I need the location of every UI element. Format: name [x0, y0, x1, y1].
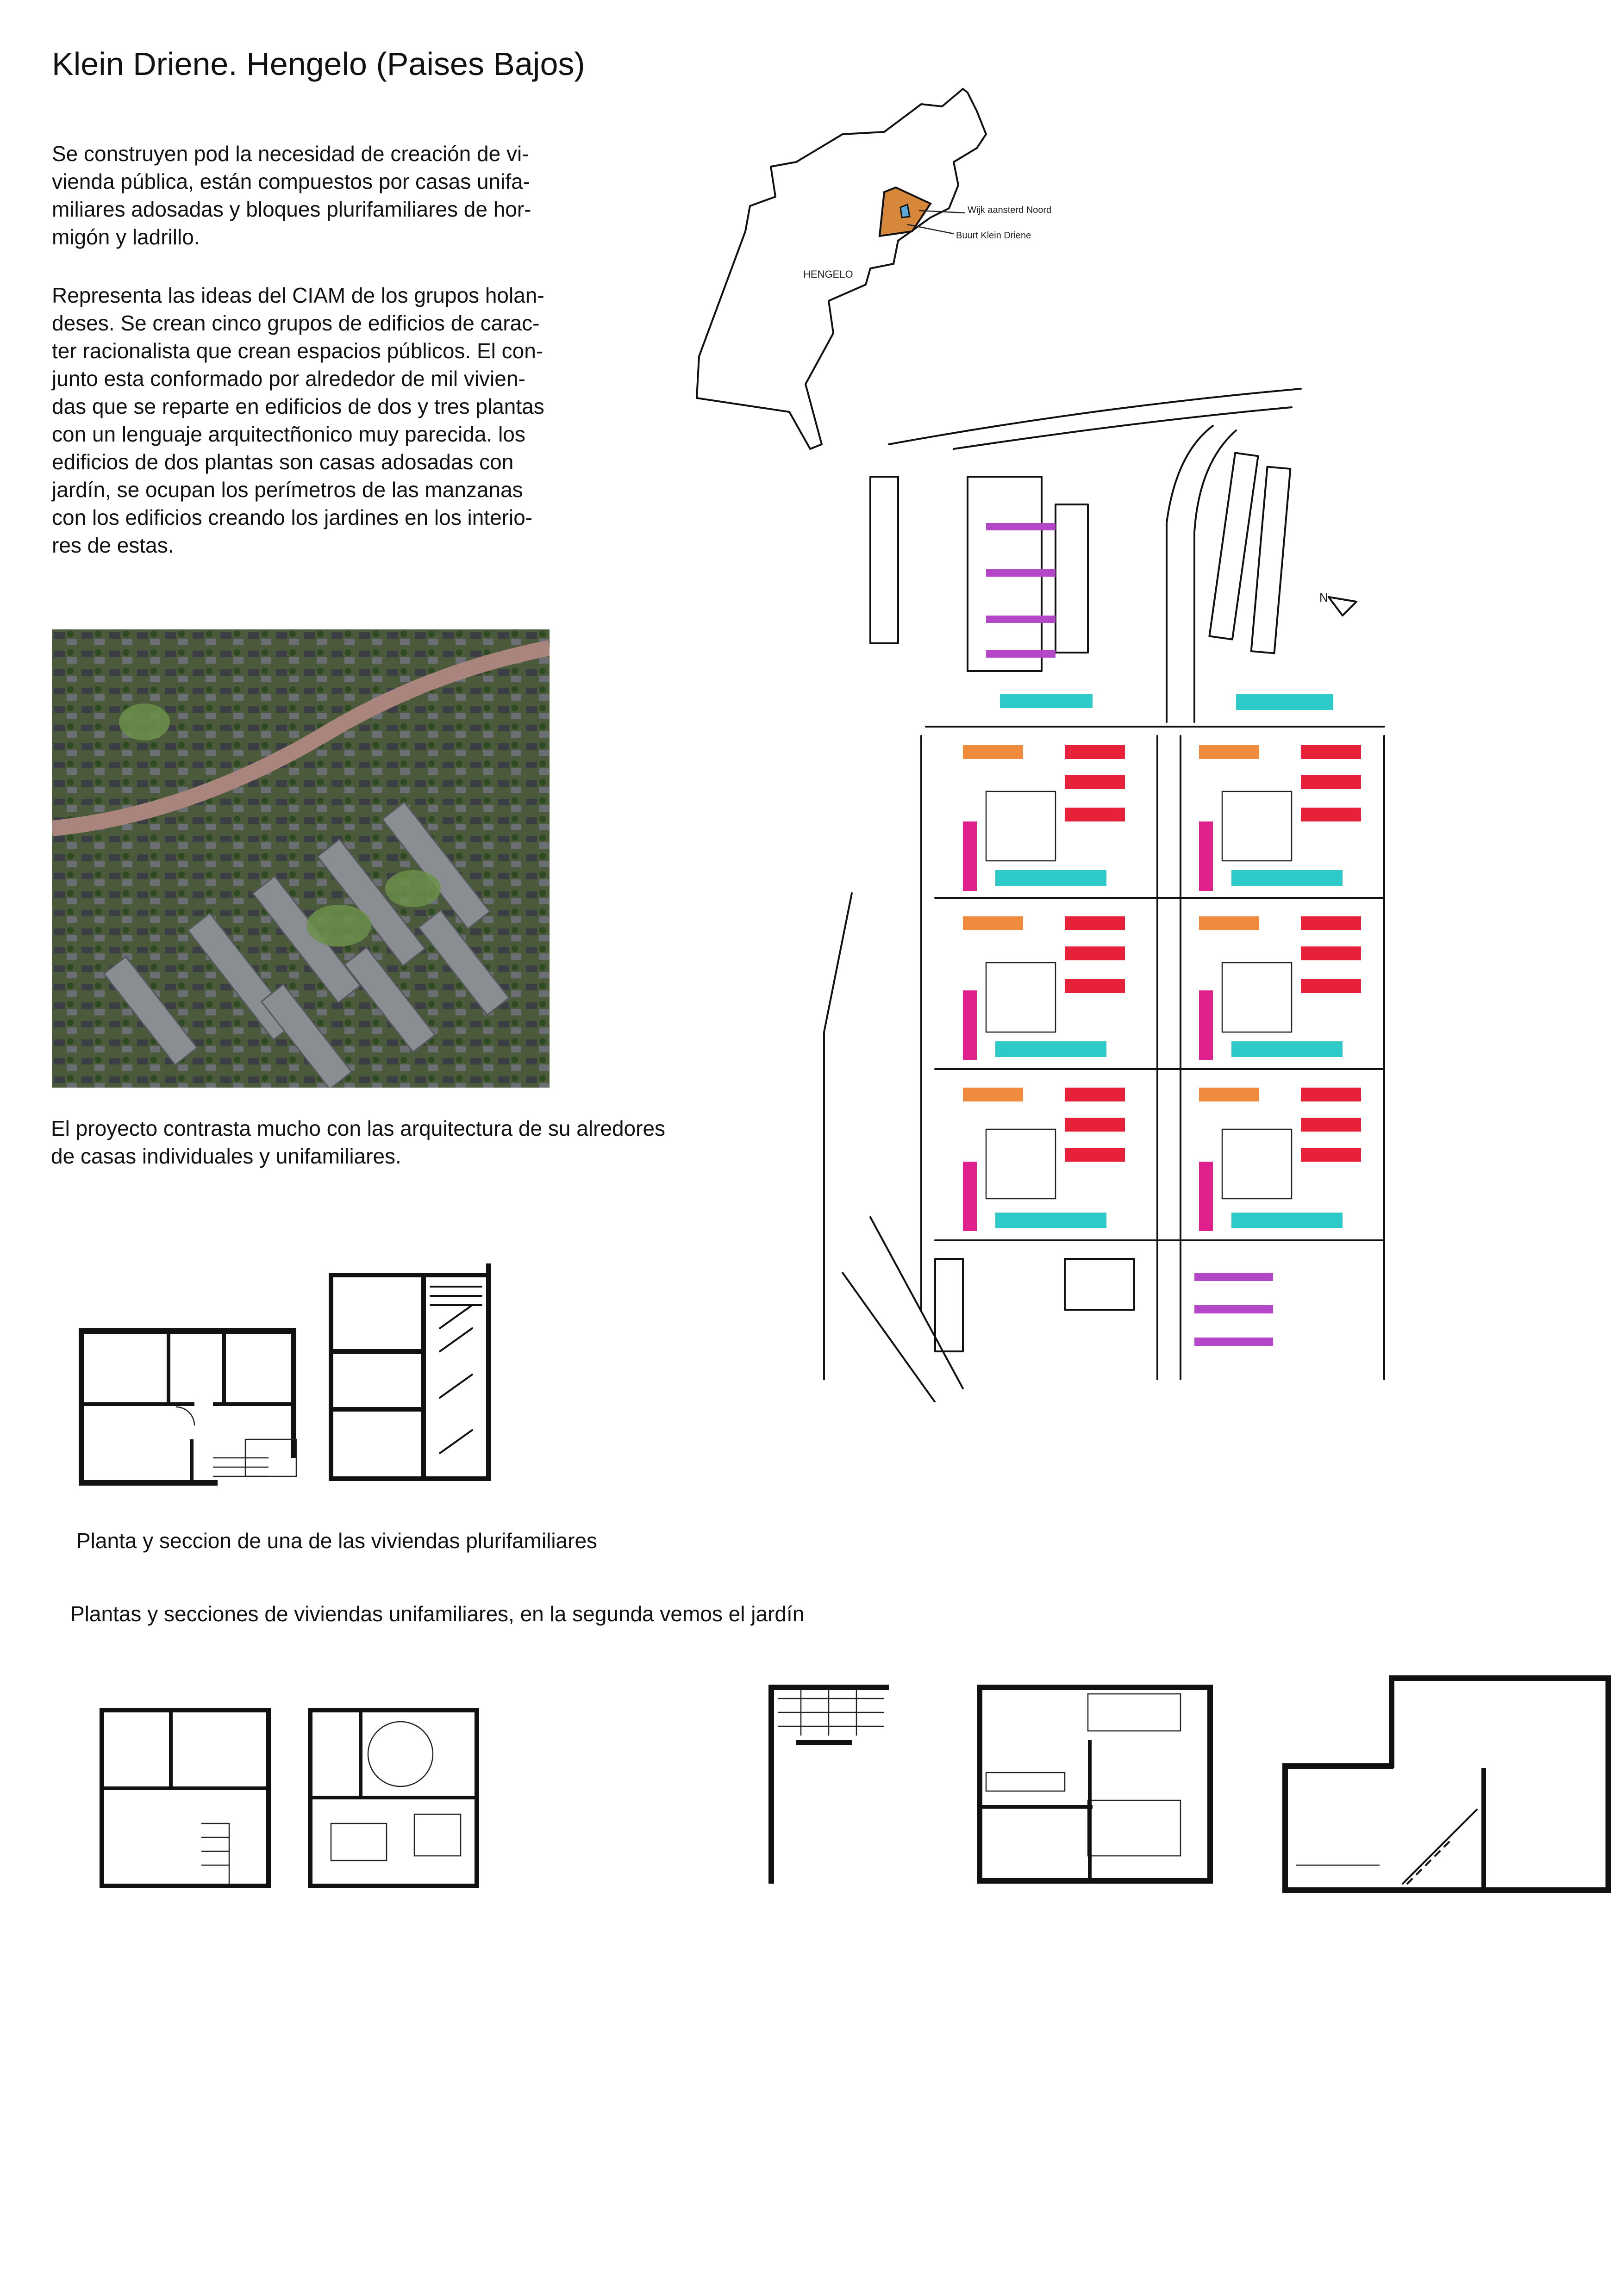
annotation-wijk: Wijk aansterd Noord — [968, 205, 1052, 215]
unifamiliar-plan-ground — [95, 1703, 275, 1893]
contrast-line: de casas individuales y unifamiliares. — [51, 1144, 401, 1168]
intro-line: vienda pública, están compuestos por casas unifa- — [52, 169, 531, 193]
caption-plurifamiliar: Planta y seccion de una de las viviendas plurifamiliares — [76, 1529, 598, 1553]
intro-paragraph — [52, 140, 531, 251]
annotation-buurt: Buurt Klein Driene — [956, 230, 1031, 241]
block-row-2 — [963, 916, 1361, 1060]
description-line: jardín, se ocupan los perímetros de las manzanas — [52, 478, 523, 502]
intro-line: Se construyen pod la necesidad de creación de vi- — [52, 142, 529, 166]
description-line: junto esta conformado por alrededor de mil vivien- — [52, 367, 525, 391]
block-row-3 — [963, 1088, 1361, 1231]
unifamiliar-plan-upper — [303, 1703, 484, 1893]
description-paragraph — [52, 281, 544, 559]
contrast-line: El proyecto contrasta mucho con las arquitectura de su alredores — [51, 1116, 666, 1140]
description-line: deses. Se crean cinco grupos de edificios de carac- — [52, 311, 540, 335]
intro-line: migón y ladrillo. — [52, 225, 200, 249]
plurifamiliar-section — [319, 1259, 560, 1500]
description-line: res de estas. — [52, 533, 174, 557]
aerial-photo — [52, 629, 550, 1088]
block-row-1 — [963, 745, 1361, 891]
intro-line: miliares adosadas y bloques plurifamiliares de hor- — [52, 197, 531, 221]
description-line: con un lenguaje arquitectñonico muy parecida. los — [52, 422, 525, 446]
page-title: Klein Driene. Hengelo (Paises Bajos) — [52, 46, 585, 82]
city-label: HENGELO — [803, 268, 853, 280]
description-line: edificios de dos plantas son casas adosadas con — [52, 450, 514, 474]
description-line: ter racionalista que crean espacios públicos. El con- — [52, 339, 543, 363]
caption-unifamiliar: Plantas y secciones de viviendas unifamiliares, en la segunda vemos el jardín — [70, 1602, 805, 1626]
unifamiliar-section-garden — [1278, 1671, 1611, 1893]
contrast-paragraph — [51, 1114, 665, 1170]
plurifamiliar-floor-plan — [74, 1324, 315, 1495]
site-plan-drawing — [815, 384, 1417, 1402]
description-line: das que se reparte en edificios de dos y tres plantas — [52, 394, 544, 418]
unifamiliar-plan-garden — [764, 1680, 1227, 1888]
svg-text:N: N — [1319, 591, 1328, 604]
description-line: Representa las ideas del CIAM de los grupos holan- — [52, 283, 544, 307]
description-line: con los edificios creando los jardines en los interio- — [52, 505, 533, 529]
